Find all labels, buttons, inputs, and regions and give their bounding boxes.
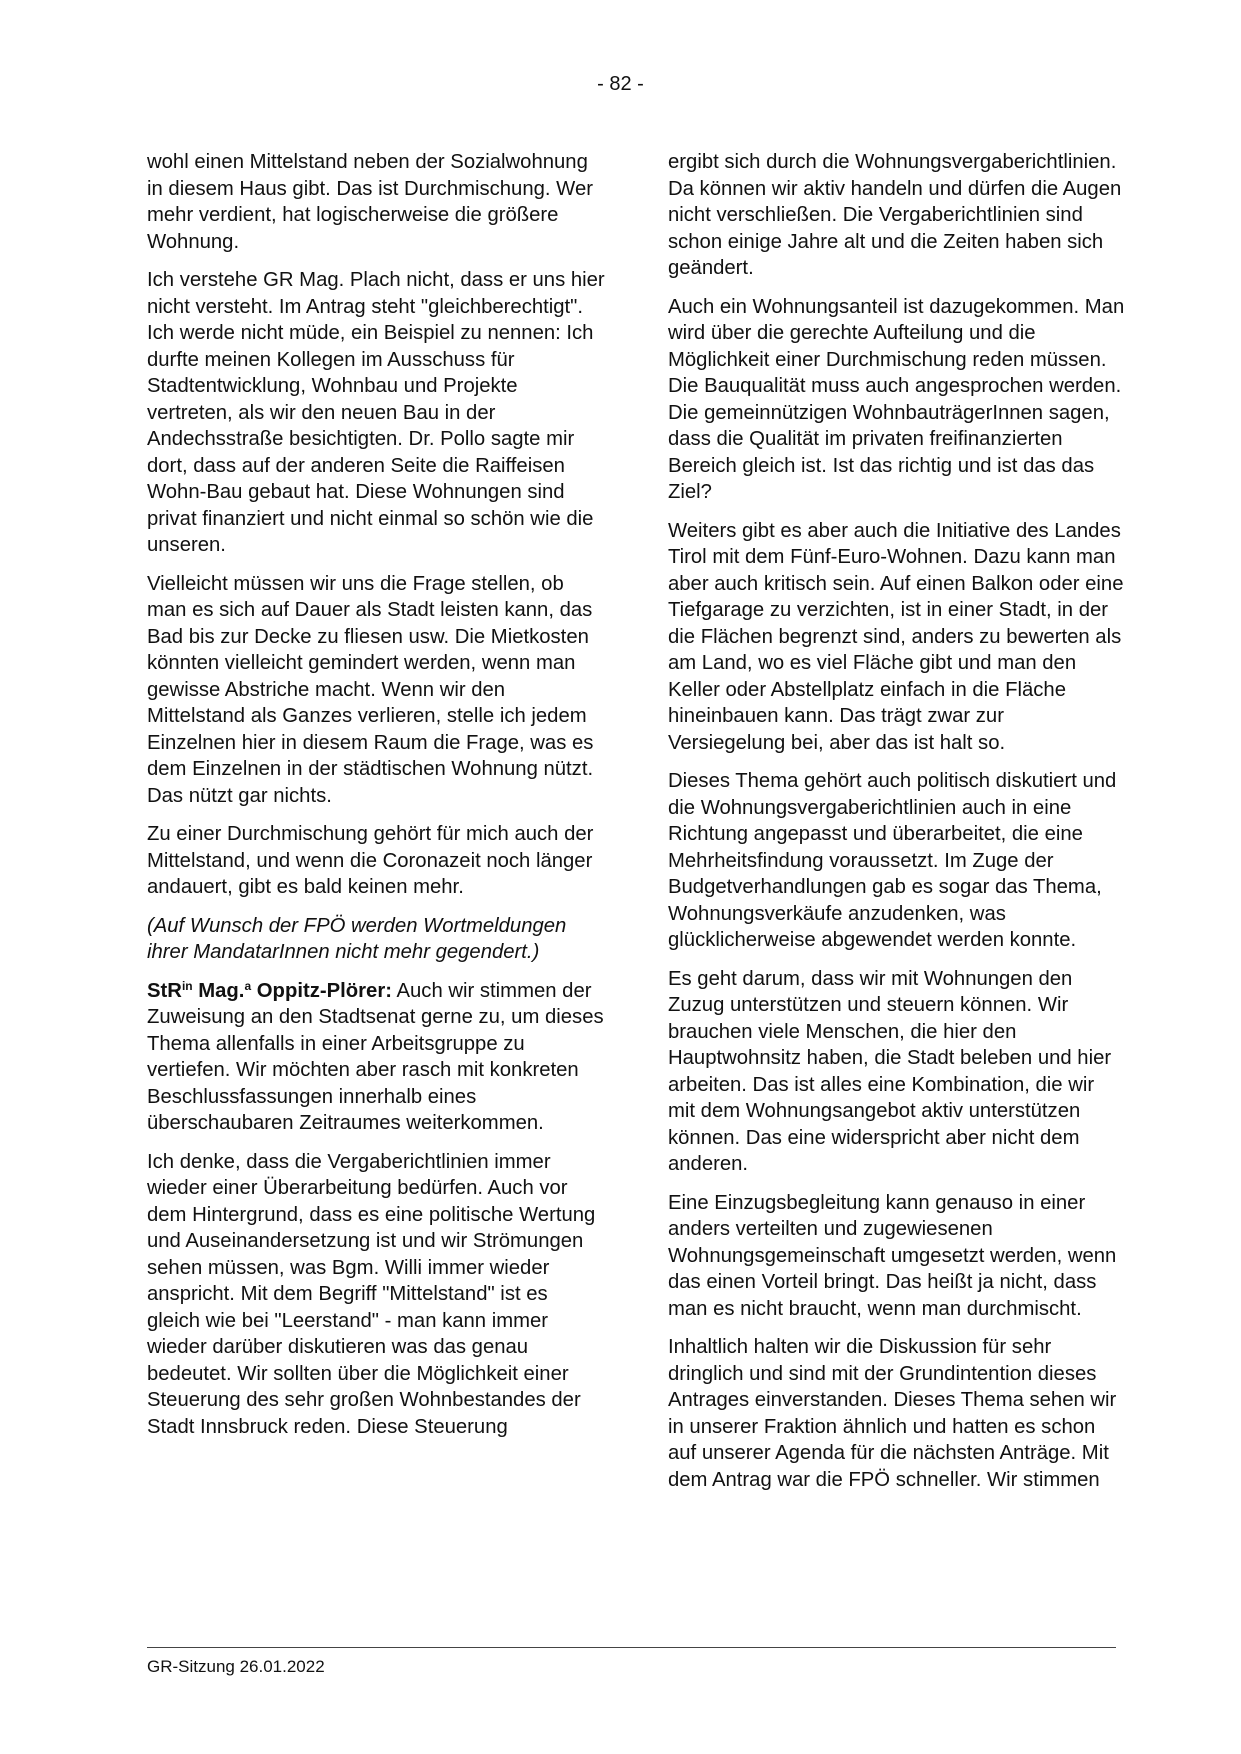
speaker-name: StR$^{in}$ Mag.$^a$ Oppitz-Plörer: xyxy=(147,978,392,1002)
footer-divider xyxy=(147,1647,1116,1648)
paragraph: Zu einer Durchmischung gehört für mich auch der Mittelstand, und wenn die Coronazeit noch länger andauert, gibt es bald keinen mehr. xyxy=(147,823,594,898)
speaker-paragraph xyxy=(147,978,605,1137)
right-column xyxy=(668,149,1126,1505)
paragraph: ergibt sich durch die Wohnungsvergaberichtlinien. Da können wir aktiv handeln und dürfen die Augen nicht verschließen. Die Vergaberichtlinien sind schon einige Jahre alt und die Zeiten haben sich geändert. xyxy=(668,151,1122,279)
speech-text: Auch wir stimmen der Zuweisung an den Stadtsenat gerne zu, um dieses Thema allenfalls in einer Arbeitsgruppe zu vertiefen. Wir möchten aber rasch mit konkreten Beschlussfassungen innerhalb eines überschaubaren Zeitraumes weiterkommen. xyxy=(147,979,604,1134)
paragraph: Es geht darum, dass wir mit Wohnungen den Zuzug unterstützen und steuern können. Wir brauchen viele Menschen, die hier den Hauptwohnsitz haben, die Stadt beleben und hier arbeiten. Das ist alles eine Kombination, die wir mit dem Wohnungsangebot aktiv unterstützen können. Das eine widerspricht aber nicht dem anderen. xyxy=(668,967,1112,1175)
left-column xyxy=(147,149,605,1452)
paragraph: Eine Einzugsbegleitung kann genauso in einer anders verteilten und zugewiesenen Wohnungsgemeinschaft umgesetzt werden, wenn das einen Vorteil bringt. Das heißt ja nicht, dass man es nicht braucht, wenn man durchmischt. xyxy=(668,1191,1117,1320)
paragraph: Ich denke, dass die Vergaberichtlinien immer wieder einer Überarbeitung bedürfen. Auch vor dem Hintergrund, dass es eine politische Wertung und Auseinandersetzung ist und wir Strömungen sehen müssen, was Bgm. Willi immer wieder anspricht. Mit dem Begriff "Mittelstand" ist es gleich wie bei "Leerstand" - man kann immer wieder darüber diskutieren was das genau bedeutet. Wir sollten über die Möglichkeit einer Steuerung des sehr großen Wohnbestandes der Stadt Innsbruck reden. Diese Steuerung xyxy=(147,1150,596,1438)
paragraph: Weiters gibt es aber auch die Initiative des Landes Tirol mit dem Fünf-Euro-Wohnen. Dazu kann man aber auch kritisch sein. Auf einen Balkon oder eine Tiefgarage zu verzichten, ist in einer Stadt, in der die Flächen begrenzt sind, anders zu bewerten als am Land, wo es viel Fläche gibt und man den Keller oder Abstellplatz einfach in die Fläche hineinbauen kann. Das trägt zwar zur Versiegelung bei, aber das ist halt so. xyxy=(668,519,1124,754)
footer-session: GR-Sitzung 26.01.2022 xyxy=(147,1657,325,1676)
paragraph: Dieses Thema gehört auch politisch diskutiert und die Wohnungsvergaberichtlinien auch in eine Richtung angepasst und überarbeitet, die eine Mehrheitsfindung voraussetzt. Im Zuge der Budgetverhandlungen gab es sogar das Thema, Wohnungsverkäufe anzudenken, was glücklicherweise abgewendet werden konnte. xyxy=(668,770,1117,951)
page-number: - 82 - xyxy=(597,73,644,95)
paragraph: Auch ein Wohnungsanteil ist dazugekommen. Man wird über die gerechte Aufteilung und die Möglichkeit einer Durchmischung reden müssen. Die Bauqualität muss auch angesprochen werden. Die gemeinnützigen WohnbauträgerInnen sagen, dass die Qualität im privaten freifinanzierten Bereich gleich ist. Ist das richtig und ist das das Ziel? xyxy=(668,295,1125,503)
paragraph: Inhaltlich halten wir die Diskussion für sehr dringlich und sind mit der Grundintention dieses Antrages einverstanden. Dieses Thema sehen wir in unserer Fraktion ähnlich und hatten es schon auf unserer Agenda für die nächsten Anträge. Mit dem Antrag war die FPÖ schneller. Wir stimmen xyxy=(668,1336,1117,1491)
paragraph: Ich verstehe GR Mag. Plach nicht, dass er uns hier nicht versteht. Im Antrag steht "gleichberechtigt". Ich werde nicht müde, ein Beispiel zu nennen: Ich durfte meinen Kollegen im Ausschuss für Stadtentwicklung, Wohnbau und Projekte vertreten, als wir den neuen Bau in der Andechsstraße besichtigten. Dr. Pollo sagte mir dort, dass auf der anderen Seite die Raiffeisen Wohn-Bau gebaut hat. Diese Wohnungen sind privat finanziert und nicht einmal so schön wie die unseren. xyxy=(147,269,605,556)
paragraph: Vielleicht müssen wir uns die Frage stellen, ob man es sich auf Dauer als Stadt leisten kann, das Bad bis zur Decke zu fliesen usw. Die Mietkosten könnten vielleicht gemindert werden, wenn man gewisse Abstriche macht. Wenn wir den Mittelstand als Ganzes verlieren, stelle ich jedem Einzelnen hier in diesem Raum die Frage, was es dem Einzelnen in der städtischen Wohnung nützt. Das nützt gar nichts. xyxy=(147,572,594,807)
paragraph: wohl einen Mittelstand neben der Sozialwohnung in diesem Haus gibt. Das ist Durchmischung. Wer mehr verdient, hat logischerweise die größere Wohnung. xyxy=(147,151,593,253)
editorial-note: (Auf Wunsch der FPÖ werden Wortmeldungen ihrer MandatarInnen nicht mehr gegendert.) xyxy=(147,914,567,963)
